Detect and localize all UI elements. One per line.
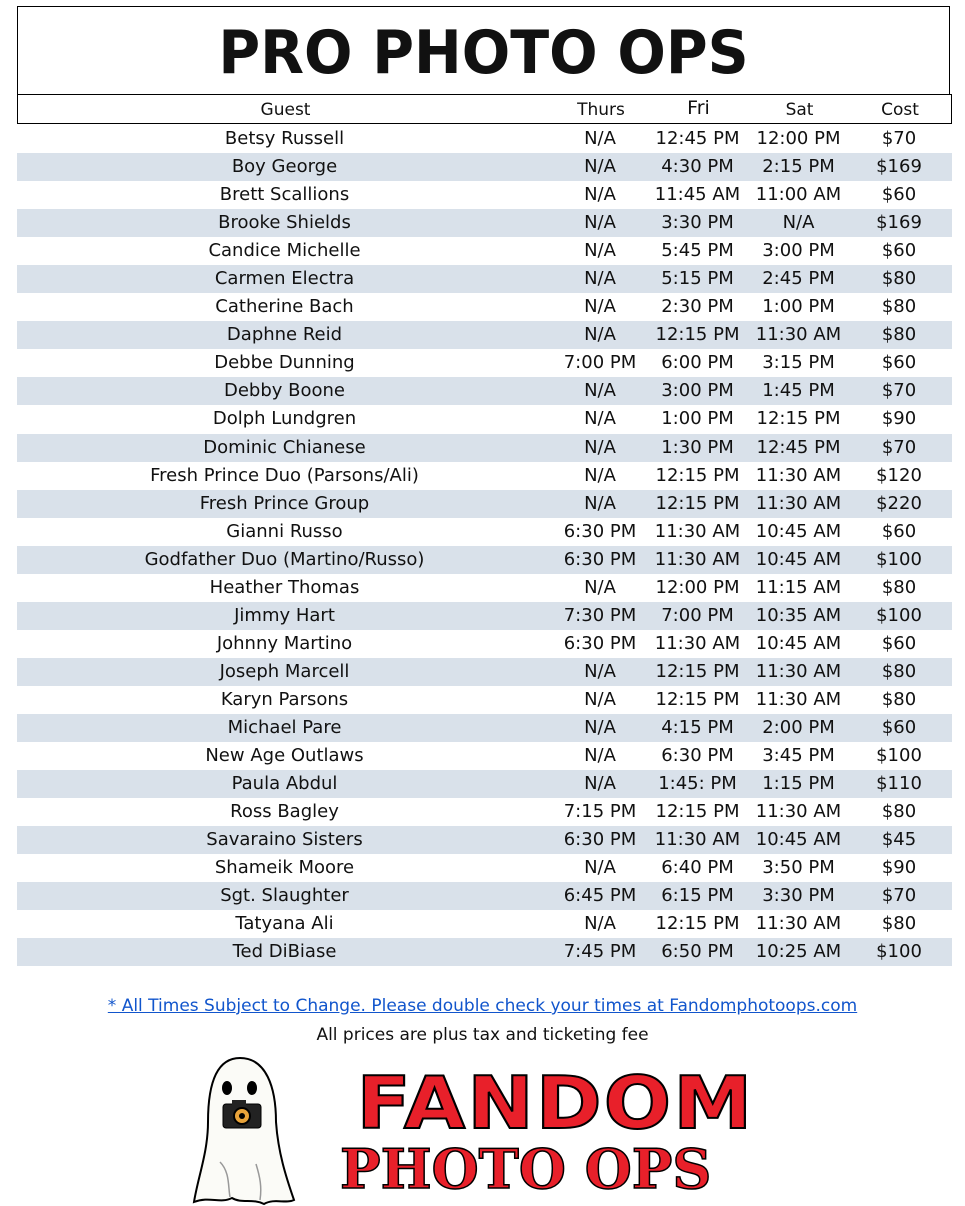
column-header-fri: Fri [687, 97, 710, 119]
cell-fri: 3:00 PM [661, 380, 734, 402]
cell-cost: $120 [876, 464, 922, 486]
cell-guest: Heather Thomas [209, 576, 360, 598]
cell-sat: 11:30 AM [755, 688, 842, 710]
schedule-table [17, 125, 952, 966]
cell-guest: Shameik Moore [214, 857, 355, 879]
cell-guest: Johnny Martino [216, 632, 353, 654]
cell-fri: 2:30 PM [661, 296, 734, 318]
cell-thurs: N/A [584, 492, 616, 514]
table-row [17, 293, 952, 321]
cell-sat: 1:00 PM [762, 296, 835, 318]
cell-fri: 12:15 PM [655, 464, 740, 486]
cell-cost: $60 [881, 240, 917, 262]
cell-cost: $100 [876, 604, 922, 626]
logo-fandom-text: FANDOM [356, 1061, 755, 1145]
cell-guest: Betsy Russell [224, 128, 345, 149]
cell-guest: Dominic Chianese [203, 436, 366, 458]
cell-sat: 10:45 AM [755, 632, 842, 654]
cell-thurs: N/A [584, 268, 616, 290]
cell-fri: 6:00 PM [661, 352, 734, 374]
cell-fri: 4:30 PM [661, 156, 734, 178]
cell-guest: Catherine Bach [215, 296, 354, 318]
cell-cost: $80 [881, 801, 917, 823]
schedule-change-link[interactable]: * All Times Subject to Change. Please double check your times at Fandomphotoops.com [107, 996, 858, 1016]
cell-cost: $169 [876, 212, 922, 234]
cell-fri: 12:15 PM [655, 688, 740, 710]
cell-guest: Brooke Shields [218, 212, 351, 234]
table-row [17, 153, 952, 181]
cell-cost: $60 [881, 184, 917, 206]
cell-cost: $100 [876, 745, 922, 767]
cell-guest: Ross Bagley [230, 801, 339, 823]
cell-thurs: N/A [584, 296, 616, 318]
cell-cost: $80 [881, 296, 917, 318]
cell-fri: 7:00 PM [661, 604, 734, 626]
cell-sat: 1:15 PM [762, 773, 835, 795]
cell-thurs: N/A [584, 773, 616, 795]
cell-cost: $220 [876, 492, 922, 514]
cell-guest: Karyn Parsons [220, 688, 349, 710]
table-row [17, 686, 952, 714]
cell-thurs: 6:30 PM [563, 829, 637, 851]
cell-sat: 10:45 AM [755, 520, 842, 542]
cell-fri: 11:30 AM [654, 829, 741, 851]
cell-thurs: 7:15 PM [563, 801, 637, 823]
cell-sat: 11:30 AM [755, 324, 842, 346]
cell-fri: 12:15 PM [655, 324, 740, 346]
table-row [17, 125, 952, 153]
cell-fri: 6:40 PM [661, 857, 734, 879]
cell-cost: $45 [881, 829, 917, 851]
cell-sat: 2:15 PM [762, 156, 835, 178]
logo-photo-ops-text: PHOTO OPS [340, 1137, 712, 1201]
table-row [17, 854, 952, 882]
cell-thurs: N/A [584, 716, 616, 738]
cell-fri: 12:15 PM [655, 913, 740, 935]
cell-thurs: 6:30 PM [563, 632, 637, 654]
cell-sat: 11:30 AM [755, 801, 842, 823]
table-row [17, 546, 952, 574]
cell-fri: 1:45: PM [658, 773, 737, 795]
table-row [17, 377, 952, 405]
cell-fri: 11:30 AM [654, 548, 741, 570]
cell-sat: 12:15 PM [756, 408, 841, 430]
table-row [17, 938, 952, 966]
cell-sat: 10:35 AM [755, 604, 842, 626]
table-row [17, 630, 952, 658]
table-row [17, 714, 952, 742]
table-row [17, 405, 952, 433]
cell-cost: $80 [881, 324, 917, 346]
cell-thurs: N/A [584, 660, 616, 682]
cell-sat: 3:50 PM [762, 857, 835, 879]
cell-fri: 6:15 PM [661, 885, 734, 907]
cell-guest: Jimmy Hart [234, 604, 335, 626]
cell-fri: 4:15 PM [661, 716, 734, 738]
cell-cost: $80 [881, 913, 917, 935]
cell-cost: $60 [881, 716, 917, 738]
cell-cost: $60 [881, 632, 917, 654]
cell-fri: 12:45 PM [655, 128, 740, 149]
cell-thurs: 6:45 PM [563, 885, 637, 907]
cell-fri: 6:30 PM [661, 745, 734, 767]
column-header-thurs: Thurs [577, 100, 625, 120]
table-row [17, 349, 952, 377]
pricing-note: All prices are plus tax and ticketing fee [316, 1025, 649, 1045]
cell-thurs: N/A [584, 380, 616, 402]
cell-cost: $60 [881, 352, 917, 374]
cell-fri: 12:15 PM [655, 492, 740, 514]
cell-sat: 11:00 AM [755, 184, 842, 206]
cell-cost: $110 [876, 773, 922, 795]
cell-cost: $90 [881, 857, 917, 879]
cell-guest: Debbe Dunning [214, 352, 355, 374]
cell-guest: Godfather Duo (Martino/Russo) [144, 548, 425, 570]
cell-sat: 11:30 AM [755, 660, 842, 682]
cell-guest: Debby Boone [223, 380, 346, 402]
cell-cost: $80 [881, 688, 917, 710]
cell-fri: 5:15 PM [661, 268, 734, 290]
cell-thurs: N/A [584, 436, 616, 458]
cell-sat: 10:45 AM [755, 829, 842, 851]
cell-sat: 10:25 AM [755, 941, 842, 963]
cell-thurs: N/A [584, 688, 616, 710]
cell-guest: Michael Pare [227, 716, 342, 738]
cell-thurs: N/A [584, 408, 616, 430]
table-row [17, 658, 952, 686]
cell-guest: Ted DiBiase [232, 941, 337, 963]
cell-thurs: N/A [584, 324, 616, 346]
table-row [17, 518, 952, 546]
cell-cost: $90 [881, 408, 917, 430]
title-banner [17, 6, 950, 94]
cell-cost: $70 [881, 128, 917, 149]
cell-sat: 10:45 AM [755, 548, 842, 570]
cell-thurs: 7:45 PM [563, 941, 637, 963]
cell-thurs: N/A [584, 464, 616, 486]
cell-fri: 1:30 PM [661, 436, 734, 458]
cell-fri: 12:15 PM [655, 801, 740, 823]
cell-guest: Carmen Electra [214, 268, 355, 290]
cell-sat: 12:45 PM [756, 436, 841, 458]
table-row [17, 882, 952, 910]
cell-thurs: N/A [584, 184, 616, 206]
page-title: PRO PHOTO OPS [218, 18, 749, 88]
cell-cost: $70 [881, 885, 917, 907]
table-row [17, 602, 952, 630]
table-row [17, 742, 952, 770]
cell-fri: 11:30 AM [654, 520, 741, 542]
cell-cost: $70 [881, 380, 917, 402]
cell-guest: Tatyana Ali [235, 913, 334, 935]
cell-sat: N/A [782, 212, 815, 234]
cell-fri: 1:00 PM [661, 408, 734, 430]
cell-guest: Dolph Lundgren [212, 408, 357, 430]
table-row [17, 798, 952, 826]
cell-sat: 11:30 AM [755, 492, 842, 514]
cell-cost: $80 [881, 660, 917, 682]
cell-fri: 6:50 PM [661, 941, 734, 963]
cell-fri: 3:30 PM [661, 212, 734, 234]
cell-guest: Brett Scallions [219, 184, 350, 206]
cell-sat: 12:00 PM [756, 128, 841, 149]
table-row [17, 826, 952, 854]
cell-cost: $80 [881, 268, 917, 290]
cell-cost: $100 [876, 548, 922, 570]
cell-cost: $169 [876, 156, 922, 178]
cell-thurs: N/A [584, 913, 616, 935]
cell-sat: 3:30 PM [762, 885, 835, 907]
cell-cost: $80 [881, 576, 917, 598]
table-row [17, 237, 952, 265]
column-header-guest: Guest [260, 100, 311, 120]
cell-cost: $60 [881, 520, 917, 542]
table-row [17, 321, 952, 349]
cell-sat: 11:30 AM [755, 913, 842, 935]
cell-fri: 12:00 PM [655, 576, 740, 598]
cell-sat: 11:15 AM [755, 576, 842, 598]
cell-thurs: N/A [584, 857, 616, 879]
table-row [17, 181, 952, 209]
cell-thurs: N/A [584, 240, 616, 262]
cell-thurs: 7:30 PM [563, 604, 637, 626]
column-header-cost: Cost [881, 100, 919, 120]
column-header-sat: Sat [785, 100, 814, 120]
table-row [17, 770, 952, 798]
cell-guest: Boy George [231, 156, 338, 178]
cell-cost: $70 [881, 436, 917, 458]
table-row [17, 574, 952, 602]
cell-thurs: N/A [584, 156, 616, 178]
cell-thurs: 6:30 PM [563, 520, 637, 542]
cell-guest: Candice Michelle [208, 240, 361, 262]
cell-guest: Fresh Prince Group [199, 492, 370, 514]
cell-fri: 12:15 PM [655, 660, 740, 682]
cell-guest: New Age Outlaws [205, 745, 364, 767]
cell-guest: Daphne Reid [226, 324, 343, 346]
cell-fri: 11:45 AM [654, 184, 741, 206]
cell-thurs: N/A [584, 128, 616, 149]
cell-thurs: 7:00 PM [563, 352, 637, 374]
cell-guest: Paula Abdul [231, 773, 338, 795]
cell-guest: Sgt. Slaughter [220, 885, 349, 907]
cell-thurs: 6:30 PM [563, 548, 637, 570]
cell-guest: Joseph Marcell [219, 660, 350, 682]
table-row [17, 910, 952, 938]
table-row [17, 490, 952, 518]
table-row [17, 462, 952, 490]
cell-guest: Gianni Russo [226, 520, 343, 542]
cell-sat: 3:15 PM [762, 352, 835, 374]
cell-fri: 5:45 PM [661, 240, 734, 262]
table-row [17, 434, 952, 462]
cell-thurs: N/A [584, 212, 616, 234]
table-row [17, 265, 952, 293]
cell-thurs: N/A [584, 576, 616, 598]
table-row [17, 209, 952, 237]
cell-cost: $100 [876, 941, 922, 963]
cell-guest: Fresh Prince Duo (Parsons/Ali) [150, 464, 419, 486]
cell-sat: 1:45 PM [762, 380, 835, 402]
cell-sat: 3:45 PM [762, 745, 835, 767]
cell-guest: Savaraino Sisters [206, 829, 363, 851]
cell-sat: 2:45 PM [762, 268, 835, 290]
cell-sat: 3:00 PM [762, 240, 835, 262]
cell-sat: 2:00 PM [762, 716, 835, 738]
cell-fri: 11:30 AM [654, 632, 741, 654]
cell-thurs: N/A [584, 745, 616, 767]
cell-sat: 11:30 AM [755, 464, 842, 486]
table-header [17, 94, 952, 124]
